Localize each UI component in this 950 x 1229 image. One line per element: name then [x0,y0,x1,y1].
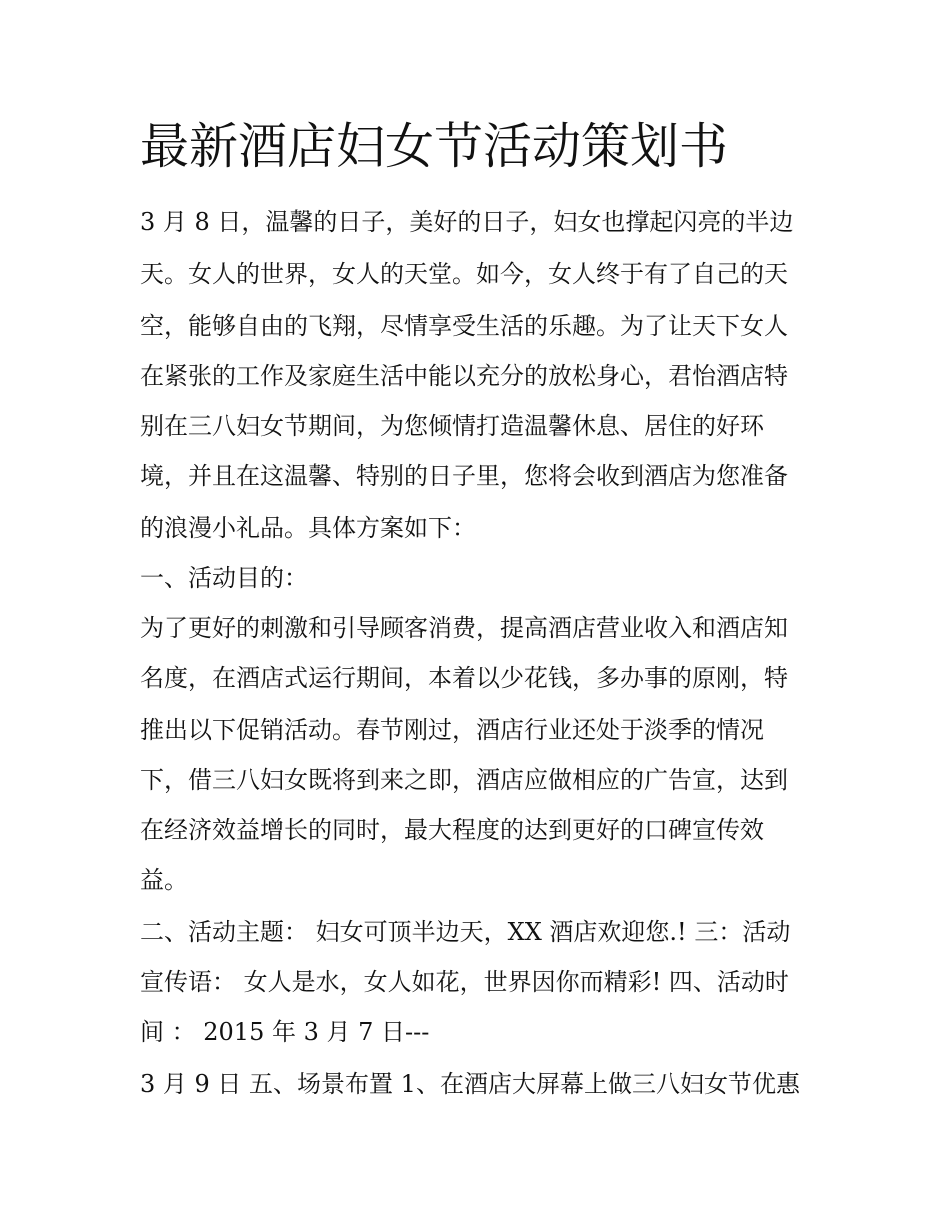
body-line: 的浪漫小礼品。具体方案如下： [140,514,476,542]
body-line: 3 月 8 日，温馨的日子，美好的日子，妇女也撑起闪亮的半边 [140,208,794,236]
body-line: 为了更好的刺激和引导顾客消费，提高酒店营业收入和酒店知 [140,614,788,642]
body-line: 别在三八妇女节期间，为您倾情打造温馨休息、居住的好环 [140,412,764,440]
body-line: 在经济效益增长的同时，最大程度的达到更好的口碑宣传效 [140,816,764,844]
body-line: 天。女人的世界，女人的天堂。如今，女人终于有了自己的天 [140,260,788,288]
body-line: 空，能够自由的飞翔，尽情享受生活的乐趣。为了让天下女人 [140,312,788,340]
section-heading: 一、活动目的： [140,564,308,592]
document-title: 最新酒店妇女节活动策划书 [140,118,729,175]
body-line: 名度，在酒店式运行期间，本着以少花钱，多办事的原刚，特 [140,664,788,692]
body-line: 境，并且在这温馨、特别的日子里，您将会收到酒店为您准备 [140,462,788,490]
body-line: 在紧张的工作及家庭生活中能以充分的放松身心，君怡酒店特 [140,362,788,390]
body-line: 下，借三八妇女既将到来之即，酒店应做相应的广告宣，达到 [140,766,788,794]
body-line: 3 月 9 日 五、场景布置 1、在酒店大屏幕上做三八妇女节优惠 [140,1070,800,1098]
body-line: 间 ： 2015 年 3 月 7 日--- [140,1018,430,1046]
body-line: 推出以下促销活动。春节刚过，酒店行业还处于淡季的情况 [140,716,764,744]
body-line: 益。 [140,866,188,894]
body-line: 宣传语： 女人是水，女人如花，世界因你而精彩! 四、活动时 [140,968,789,996]
body-line: 二、活动主题： 妇女可顶半边天，XX 酒店欢迎您.! 三：活动 [140,918,791,946]
